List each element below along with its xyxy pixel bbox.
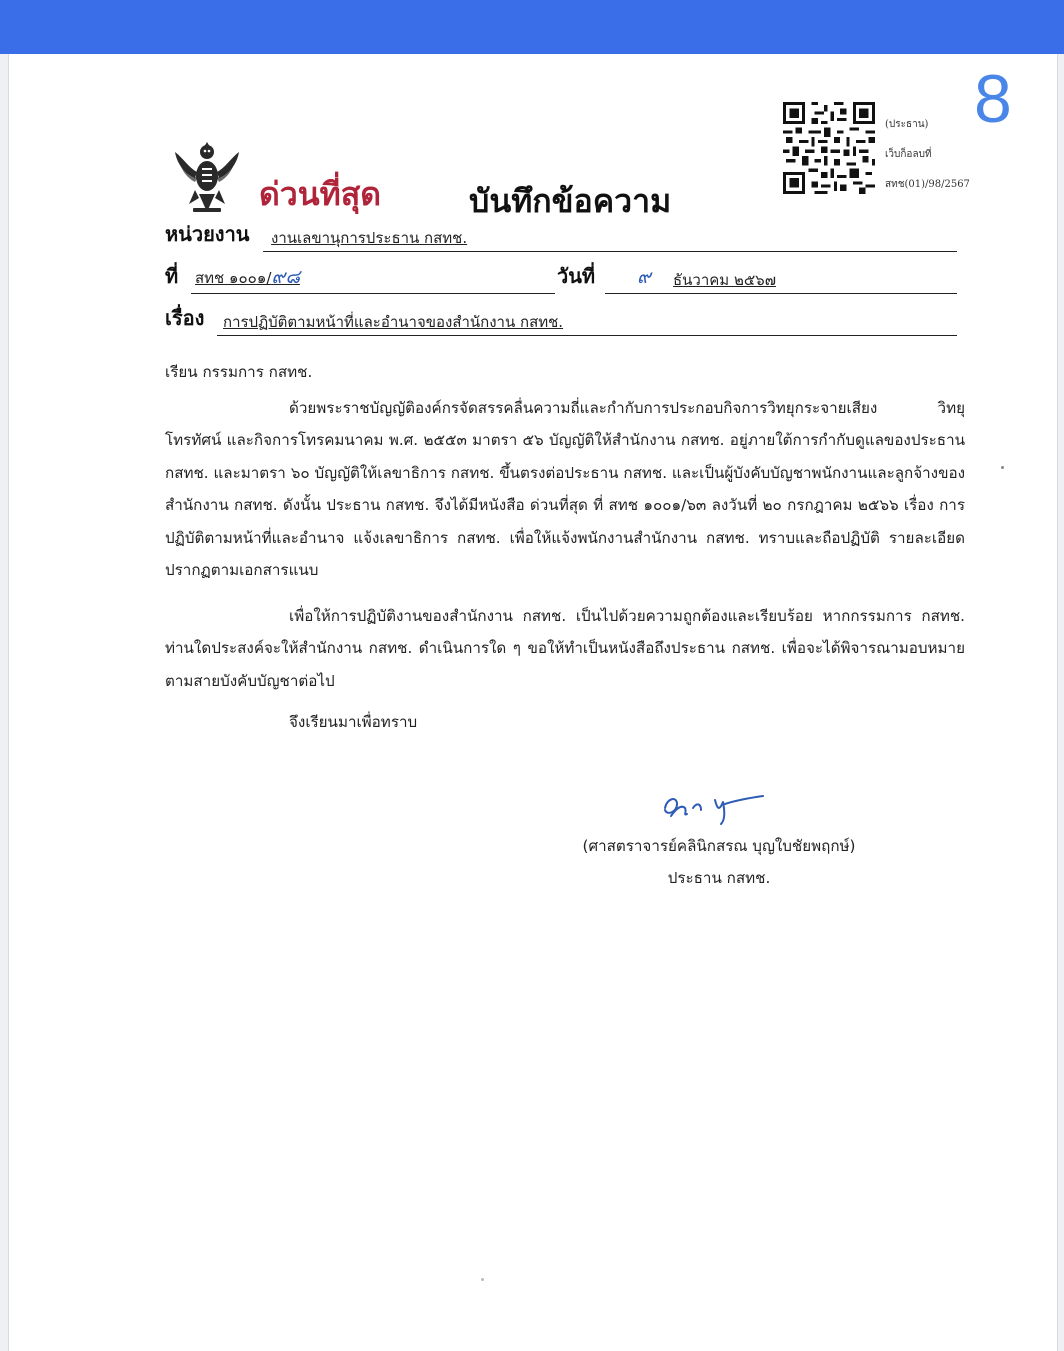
date-value: ธันวาคม ๒๕๖๗ [673, 271, 776, 289]
page-number: 8 [974, 61, 1012, 137]
urgency-label: ด่วนที่สุด [259, 175, 382, 213]
qr-code-icon [783, 102, 875, 194]
scan-speck [481, 1278, 484, 1281]
qr-notes [885, 110, 1005, 200]
date-day-handwritten: ๙ [637, 266, 651, 288]
subject-value: การปฏิบัติตามหน้าที่และอำนาจของสำนักงาน กสทช. [223, 313, 564, 331]
browser-top-bar [0, 0, 1064, 54]
reference-handwritten: ๙๘ [271, 266, 300, 288]
agency-label: หน่วยงาน [165, 222, 250, 246]
agency-value: งานเลขานุการประธาน กสทช. [271, 229, 468, 247]
reference-label: ที่ [165, 264, 179, 288]
handwritten-signature-icon [657, 786, 769, 826]
date-label: วันที่ [557, 264, 596, 288]
agency-row [165, 220, 957, 254]
subject-row [165, 304, 957, 338]
salutation: เรียน กรรมการ กสทช. [165, 363, 313, 381]
scan-speck [1001, 466, 1004, 469]
signer-position: ประธาน กสทช. [667, 869, 771, 887]
signer-name: (ศาสตราจารย์คลินิกสรณ บุญใบชัยพฤกษ์) [582, 837, 856, 855]
body-paragraph-2: เพื่อให้การปฏิบัติงานของสำนักงาน กสทช. เป็นไปด้วยความถูกต้องและเรียบร้อย หากกรรมการ กสทช. ท่านใดประสงค์จะให้สำนักงาน กสทช. ดำเนินการใด ๆ ขอให้ทำเป็นหนังสือถึงประธาน กสทช. เพื่อจะได้พิจารณามอบหมายตามสายบังคับบัญชาต่อไป [165, 607, 965, 690]
qr-note-line: เว็บก็อลบที่ [885, 149, 932, 160]
reference-underline [191, 293, 555, 294]
reference-date-row [165, 262, 957, 296]
subject-label: เรื่อง [165, 306, 205, 330]
date-underline [605, 293, 957, 294]
reference-number: สทช ๑๐๐๑/ [195, 269, 272, 287]
memo-document [9, 54, 1057, 1351]
memo-title: บันทึกข้อความ [469, 182, 672, 220]
document-page [8, 54, 1058, 1351]
agency-underline [263, 251, 957, 252]
qr-note-line: สทช(01)/98/2567 [885, 179, 970, 190]
qr-note-line: (ประธาน) [885, 119, 929, 130]
closing-line: จึงเรียนมาเพื่อทราบ [289, 713, 418, 731]
body-paragraph-1: ด้วยพระราชบัญญัติองค์กรจัดสรรคลื่นความถี่และกำกับการประกอบกิจการวิทยุกระจายเสียง วิทยุโทรทัศน์ และกิจการโทรคมนาคม พ.ศ. ๒๕๕๓ มาตรา ๕๖ บัญญัติให้สำนักงาน กสทช. อยู่ภายใต้การกำกับดูแลของประธาน กสทช. และมาตรา ๖๐ บัญญัติให้เลขาธิการ กสทช. ขึ้นตรงต่อประธาน กสทช. และเป็นผู้บังคับบัญชาพนักงานและลูกจ้างของสำนักงาน กสทช. ดังนั้น ประธาน กสทช. จึงได้มีหนังสือ ด่วนที่สุด ที่ สทช ๑๐๐๑/๖๓ ลงวันที่ ๒๐ กรกฎาคม ๒๕๖๖ เรื่อง การปฏิบัติตามหน้าที่และอำนาจ แจ้งเลขาธิการ กสทช. เพื่อให้แจ้งพนักงานสำนักงาน กสทช. ทราบและถือปฏิบัติ รายละเอียดปรากฏตามเอกสารแนบ [165, 399, 965, 580]
reference-value [195, 262, 300, 292]
garuda-emblem-icon [169, 138, 245, 216]
subject-underline [217, 335, 957, 336]
